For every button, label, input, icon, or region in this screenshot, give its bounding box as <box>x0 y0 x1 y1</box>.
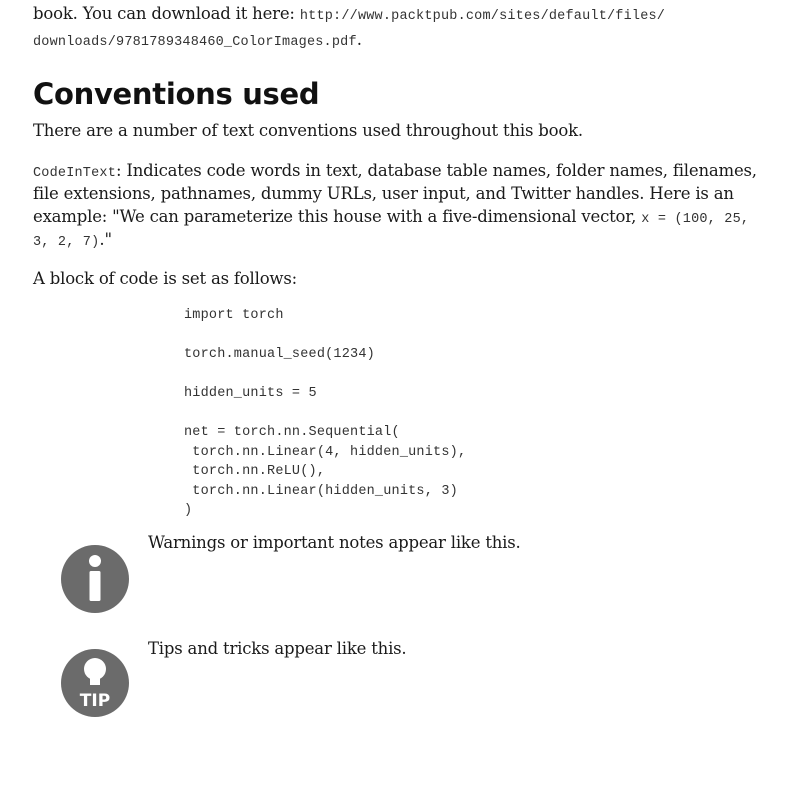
vector-code-part1: x = (100, 25, <box>641 212 750 227</box>
download-url-part1[interactable]: http://www.packtpub.com/sites/default/files/ <box>299 9 666 24</box>
code-block: import torch torch.manual_seed(1234) hidden_units = 5 net = torch.nn.Sequential( torch.nn.Linear(4, hidden_units), torch.nn.ReLU(), torch.nn.Linear(hidden_units, 3) ) <box>184 308 467 518</box>
code-in-text-paragraph <box>33 160 793 252</box>
tip-note <box>60 638 780 718</box>
download-url-part2[interactable]: downloads/9781789348460_ColorImages.pdf <box>33 35 357 50</box>
warning-note-text: Warnings or important notes appear like this. <box>148 533 521 552</box>
warning-note <box>60 532 780 612</box>
tip-icon-label: TIP <box>79 691 111 711</box>
info-icon <box>60 544 130 614</box>
code-block-intro: A block of code is set as follows: <box>33 269 297 288</box>
section-heading: Conventions used <box>33 77 320 111</box>
code-in-text-line-4 <box>33 229 793 252</box>
conventions-intro-paragraph: There are a number of text conventions used throughout this book. <box>33 121 583 140</box>
tip-note-text: Tips and tricks appear like this. <box>148 639 407 658</box>
download-line <box>33 3 665 28</box>
download-text: book. You can download it here: <box>33 4 300 23</box>
download-trailing: . <box>356 30 362 49</box>
code-in-text-line-4-suffix: ." <box>99 230 112 249</box>
code-in-text-line-1-text: : Indicates code words in text, database table names, folder names, filenames, <box>116 161 757 180</box>
download-line-2 <box>33 29 362 51</box>
code-in-text-line-2: file extensions, pathnames, dummy URLs, user input, and Twitter handles. Here is an <box>33 184 734 203</box>
code-in-text-line-3 <box>33 206 793 229</box>
vector-code-part2: 3, 2, 7) <box>33 235 100 250</box>
code-in-text-line-3-prefix: example: "We can parameterize this house with a five-dimensional vector, <box>33 207 642 226</box>
lightbulb-tip-icon <box>60 648 130 718</box>
code-in-text-term: CodeInText <box>33 166 117 181</box>
code-in-text-line-1 <box>33 160 793 183</box>
